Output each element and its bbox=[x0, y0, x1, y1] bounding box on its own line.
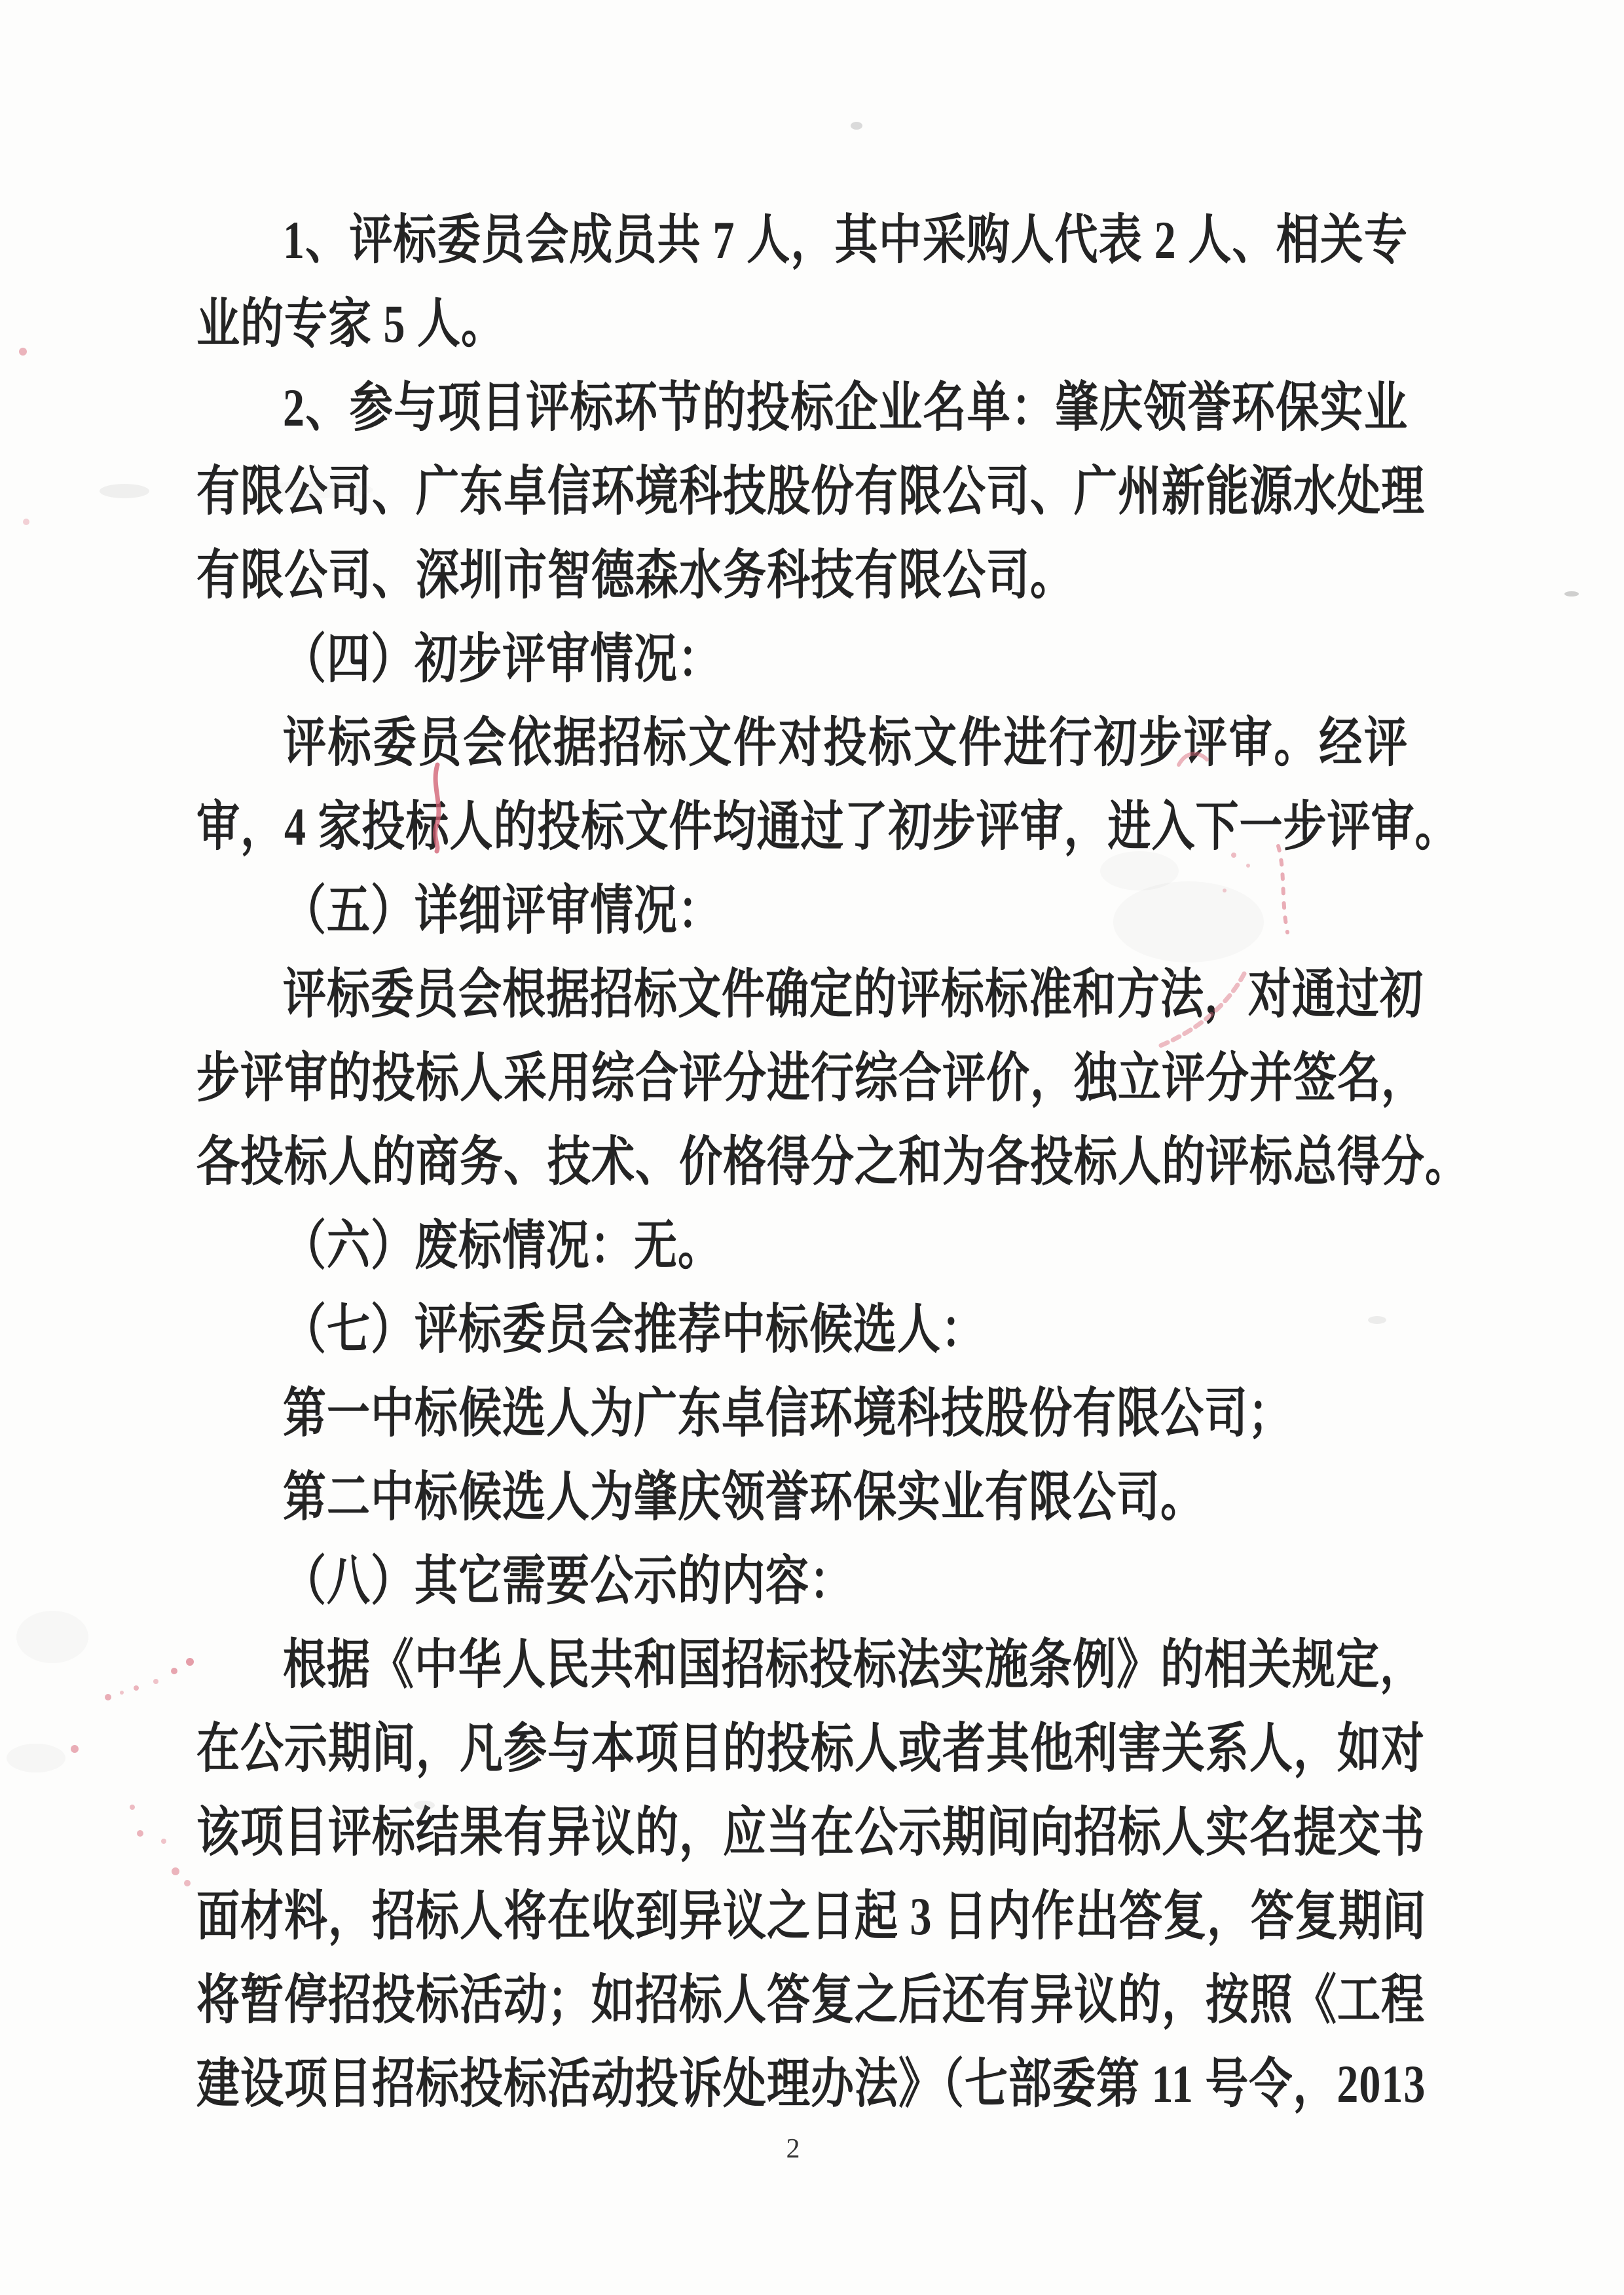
text-line-content: 面材料，招标人将在收到异议之日起 3 日内作出答复，答复期间 bbox=[196, 1887, 1426, 1947]
text-line-content: 将暂停招投标活动；如招标人答复之后还有异议的，按照《工程 bbox=[196, 1971, 1425, 2030]
text-line-content: （八）其它需要公示的内容： bbox=[283, 1552, 853, 1611]
text-line-content: 1、评标委员会成员共 7 人，其中采购人代表 2 人、相关专 bbox=[283, 211, 1408, 270]
text-line bbox=[196, 450, 1425, 534]
text-line bbox=[196, 1624, 1424, 1708]
text-line bbox=[196, 1959, 1425, 2043]
text-line-content: 有限公司、广东卓信环境科技股份有限公司、广州新能源水处理 bbox=[196, 462, 1425, 522]
text-line-content: 业的专家 5 人。 bbox=[196, 295, 505, 354]
text-line bbox=[196, 1791, 1425, 1875]
text-line bbox=[196, 1540, 1408, 1624]
text-line-content: （四）初步评审情况： bbox=[283, 630, 722, 689]
text-line-content: （七）评标委员会推荐中标候选人： bbox=[283, 1300, 985, 1360]
text-line bbox=[196, 618, 1408, 702]
text-line bbox=[196, 1708, 1425, 1791]
text-line bbox=[196, 367, 1408, 450]
text-line bbox=[196, 2043, 1426, 2127]
text-line bbox=[196, 953, 1424, 1037]
text-line-content: 该项目评标结果有异议的，应当在公示期间向招标人实名提交书 bbox=[196, 1803, 1425, 1863]
text-line bbox=[196, 1121, 1469, 1205]
text-line bbox=[196, 283, 1408, 367]
text-line bbox=[196, 786, 1459, 870]
text-line bbox=[196, 1456, 1408, 1540]
page-number: 2 bbox=[786, 2134, 800, 2164]
text-line bbox=[196, 534, 1408, 618]
text-line-content: 审，4 家投标人的投标文件均通过了初步评审，进入下一步评审。 bbox=[196, 798, 1459, 857]
text-line-content: 第一中标候选人为广东卓信环境科技股份有限公司； bbox=[283, 1384, 1292, 1444]
text-line bbox=[196, 870, 1408, 953]
text-line-content: 评标委员会根据招标文件确定的评标标准和方法，对通过初 bbox=[283, 965, 1424, 1025]
text-line bbox=[196, 1372, 1408, 1456]
text-line-content: 各投标人的商务、技术、价格得分之和为各投标人的评标总得分。 bbox=[196, 1133, 1469, 1192]
text-line bbox=[196, 702, 1408, 786]
text-line bbox=[196, 1205, 1408, 1289]
text-line bbox=[196, 199, 1408, 283]
text-line-content: 根据《中华人民共和国招标投标法实施条例》的相关规定， bbox=[283, 1636, 1424, 1695]
text-line-content: 有限公司、深圳市智德森水务科技有限公司。 bbox=[196, 546, 1074, 606]
text-line bbox=[196, 1037, 1425, 1121]
text-line-content: 第二中标候选人为肇庆领誉环保实业有限公司。 bbox=[283, 1468, 1204, 1528]
text-line-content: 在公示期间，凡参与本项目的投标人或者其他利害关系人，如对 bbox=[196, 1719, 1425, 1779]
text-line-content: （五）详细评审情况： bbox=[283, 881, 722, 941]
text-line bbox=[196, 1875, 1426, 1959]
text-line-content: 步评审的投标人采用综合评分进行综合评价，独立评分并签名， bbox=[196, 1049, 1425, 1109]
text-line-content: （六）废标情况：无。 bbox=[283, 1217, 722, 1276]
text-line-content: 评标委员会依据招标文件对投标文件进行初步评审。经评 bbox=[283, 714, 1408, 773]
text-line bbox=[196, 1289, 1408, 1372]
text-line-content: 建设项目招标投标活动投诉处理办法》（七部委第 11 号令，2013 bbox=[196, 2055, 1426, 2114]
text-line-content: 2、参与项目评标环节的投标企业名单：肇庆领誉环保实业 bbox=[283, 378, 1408, 438]
document-body bbox=[196, 199, 1469, 2127]
